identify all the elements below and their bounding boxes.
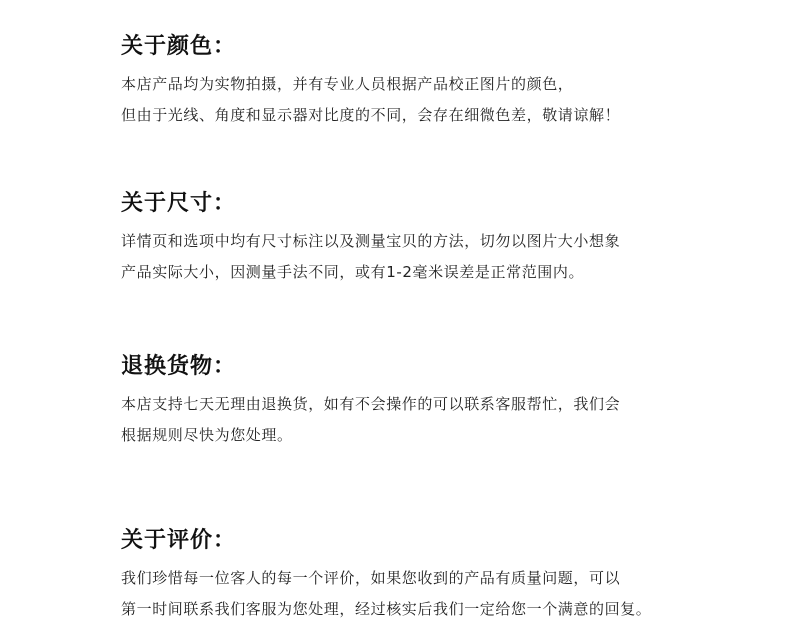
body-line: 第一时间联系我们客服为您处理，经过核实后我们一定给您一个满意的回复。 — [121, 600, 652, 618]
section-heading-color: 关于颜色： — [121, 34, 237, 59]
section-reviews — [121, 528, 761, 625]
body-line: 根据规则尽快为您处理。 — [121, 426, 293, 444]
body-line: 但由于光线、角度和显示器对比度的不同，会存在细微色差，敬请谅解！ — [121, 106, 621, 124]
section-body-color — [121, 69, 761, 131]
body-line: 我们珍惜每一位客人的每一个评价，如果您收到的产品有质量问题，可以 — [121, 569, 621, 587]
body-line: 本店产品均为实物拍摄，并有专业人员根据产品校正图片的颜色， — [121, 75, 574, 93]
section-heading-size: 关于尺寸： — [121, 191, 237, 216]
section-heading-reviews: 关于评价： — [121, 528, 237, 553]
body-line: 本店支持七天无理由退换货，如有不会操作的可以联系客服帮忙，我们会 — [121, 395, 621, 413]
section-color — [121, 34, 761, 131]
section-body-size — [121, 226, 761, 288]
section-returns — [121, 354, 761, 451]
body-line: 产品实际大小，因测量手法不同，或有1-2毫米误差是正常范围内。 — [121, 263, 585, 281]
body-line: 详情页和选项中均有尺寸标注以及测量宝贝的方法，切勿以图片大小想象 — [121, 232, 621, 250]
section-size — [121, 191, 761, 288]
section-body-reviews — [121, 563, 761, 625]
section-heading-returns: 退换货物： — [121, 354, 237, 379]
section-body-returns — [121, 389, 761, 451]
